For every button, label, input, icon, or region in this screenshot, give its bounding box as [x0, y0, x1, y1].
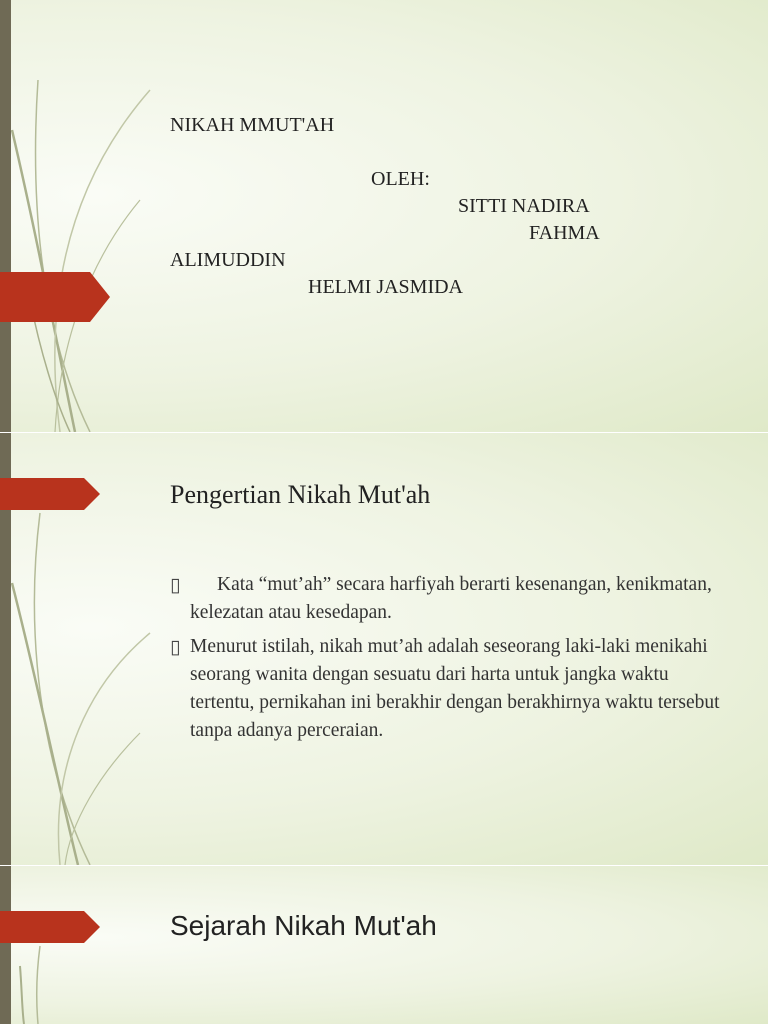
accent-tab-arrow — [0, 911, 100, 943]
author-name-2-last: ALIMUDDIN — [170, 249, 286, 271]
slide-3-title: Sejarah Nikah Mut'ah — [170, 910, 437, 941]
byline-label: OLEH: — [371, 168, 430, 190]
slide-2-title: Pengertian Nikah Mut'ah — [170, 480, 431, 509]
author-name-2-first: FAHMA — [529, 222, 600, 244]
decorative-swoosh-lines — [0, 866, 200, 1024]
slide-3[interactable] — [0, 866, 768, 1024]
accent-tab-arrow — [0, 478, 100, 510]
bullet-text: Kata “mut’ah” secara harfiyah berarti kesenangan, kenikmatan, kelezatan atau kesedapan. — [190, 574, 712, 623]
author-name-1: SITTI NADIRA — [458, 195, 590, 217]
bullet-marker-icon: ▯ — [170, 636, 181, 658]
accent-tab-arrow — [0, 272, 110, 322]
author-name-3: HELMI JASMIDA — [308, 276, 463, 298]
bullet-list — [170, 571, 730, 751]
bullet-item — [170, 633, 730, 745]
slide-2[interactable] — [0, 433, 768, 865]
slide-1-title: NIKAH MMUT'AH — [170, 114, 335, 136]
bullet-marker-icon: ▯ — [170, 574, 181, 596]
slide-1[interactable] — [0, 0, 768, 432]
decorative-swoosh-lines — [0, 0, 200, 432]
bullet-item — [170, 571, 730, 627]
bullet-text: Menurut istilah, nikah mut’ah adalah seseorang laki-laki menikahi seorang wanita dengan sesuatu dari harta untuk jangka waktu tertentu, pernikahan ini berakhir dengan berakhirnya waktu tersebut tanpa adanya perceraian. — [190, 636, 720, 741]
